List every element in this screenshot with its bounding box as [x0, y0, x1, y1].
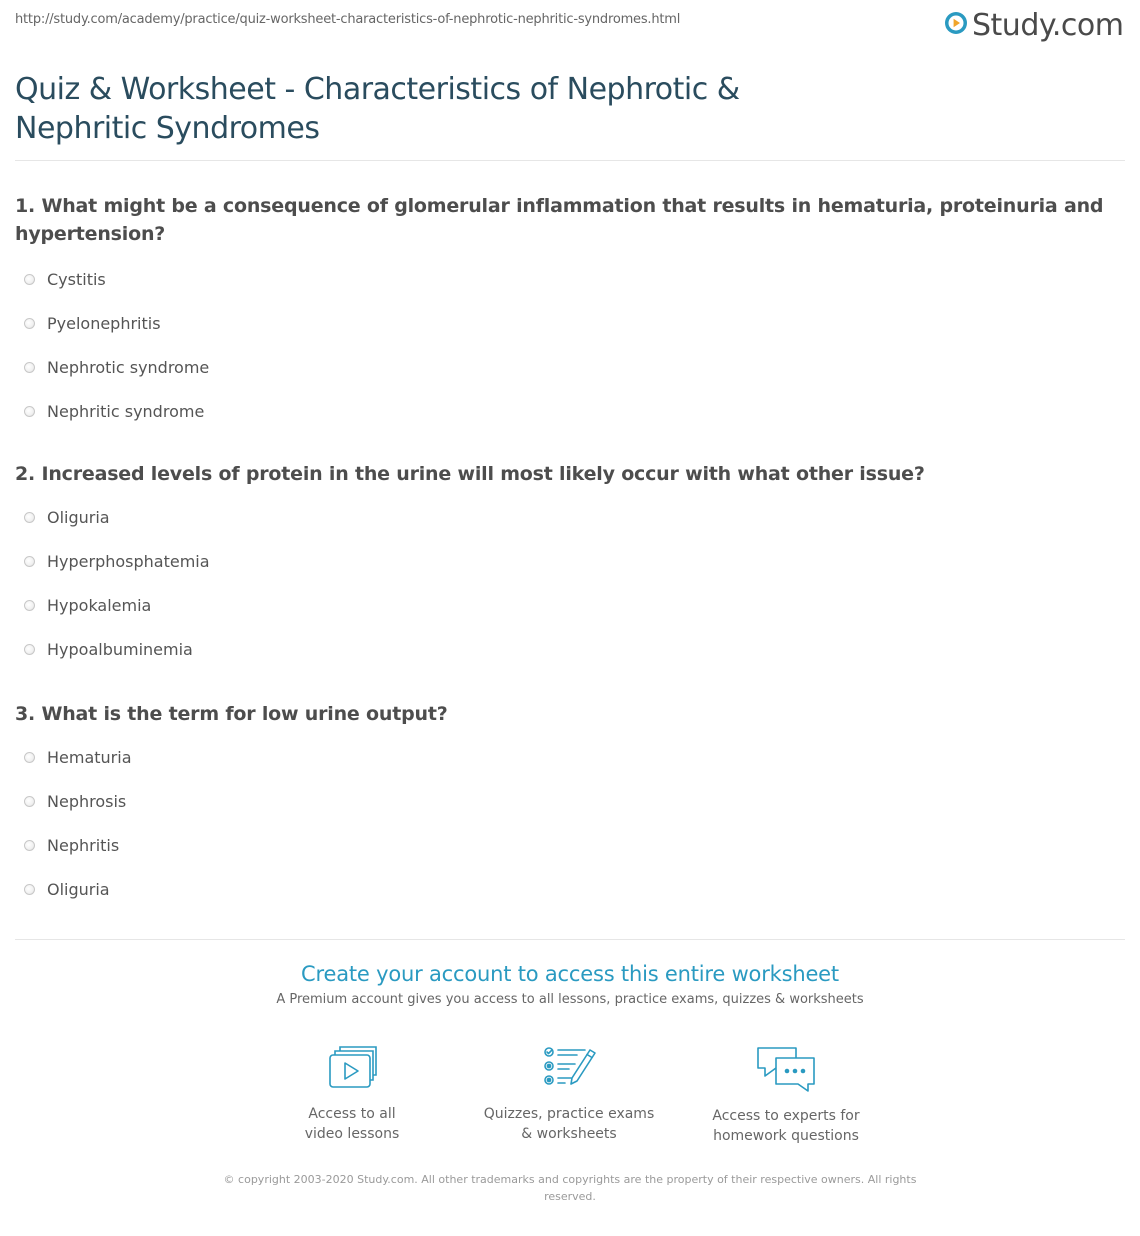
copyright-line2: reserved.	[544, 1190, 596, 1203]
answer-label: Hypoalbuminemia	[47, 639, 193, 659]
answer-label: Cystitis	[47, 269, 106, 289]
radio-button[interactable]	[24, 796, 35, 807]
answer-label: Pyelonephritis	[47, 313, 161, 333]
answer-option[interactable]	[15, 627, 1125, 671]
copyright-footer	[215, 1171, 925, 1205]
answer-label: Hypokalemia	[47, 595, 152, 615]
question-text: 3. What is the term for low urine output?	[15, 703, 448, 725]
answer-label: Nephrotic syndrome	[47, 357, 210, 377]
feature-quizzes	[469, 1044, 669, 1144]
feature-label	[469, 1104, 669, 1144]
radio-button[interactable]	[24, 644, 35, 655]
radio-button[interactable]	[24, 362, 35, 373]
feature-label-line1: Access to experts for	[712, 1108, 860, 1124]
title-divider	[15, 160, 1125, 161]
feature-label-line2: & worksheets	[521, 1126, 617, 1142]
answer-option[interactable]	[15, 735, 1125, 779]
question-text: 2. Increased levels of protein in the urine will most likely occur with what other issue?	[15, 463, 925, 485]
radio-button[interactable]	[24, 406, 35, 417]
radio-button[interactable]	[24, 840, 35, 851]
play-circle-icon	[944, 11, 968, 39]
feature-label-line1: Quizzes, practice exams	[483, 1106, 655, 1122]
question-3	[15, 700, 1125, 911]
radio-button[interactable]	[24, 556, 35, 567]
title-line-2: Nephritic Syndromes	[15, 111, 320, 146]
page-title	[15, 70, 795, 148]
logo-text: Study.com	[972, 7, 1124, 43]
questions-divider	[15, 939, 1125, 940]
create-account-link[interactable]: Create your account to access this entire worksheet	[301, 962, 839, 986]
answer-label: Nephritic syndrome	[47, 401, 205, 421]
answer-label: Oliguria	[47, 507, 110, 527]
video-lessons-icon	[252, 1044, 452, 1090]
feature-video-lessons	[252, 1044, 452, 1144]
chat-bubbles-icon	[686, 1044, 886, 1092]
feature-label-line1: Access to all	[308, 1106, 396, 1122]
answer-option[interactable]	[15, 823, 1125, 867]
feature-label-line2: video lessons	[304, 1126, 400, 1142]
answer-option[interactable]	[15, 345, 1125, 389]
page-url: http://study.com/academy/practice/quiz-worksheet-characteristics-of-nephrotic-nephritic-syndromes.html	[15, 12, 681, 27]
question-1	[15, 192, 1125, 433]
answer-option[interactable]	[15, 257, 1125, 301]
answer-label: Hyperphosphatemia	[47, 551, 210, 571]
radio-button[interactable]	[24, 274, 35, 285]
question-text: 1. What might be a consequence of glomerular inflammation that results in hematuria, proteinuria and hypertension?	[15, 195, 1104, 245]
quiz-checklist-icon	[469, 1044, 669, 1090]
answer-option[interactable]	[15, 539, 1125, 583]
answer-option[interactable]	[15, 583, 1125, 627]
study-logo[interactable]	[944, 6, 1123, 44]
answer-label: Nephrosis	[47, 791, 127, 811]
title-line-1: Quiz & Worksheet - Characteristics of Nephrotic &	[15, 72, 740, 107]
radio-button[interactable]	[24, 600, 35, 611]
feature-label	[686, 1106, 886, 1146]
answer-label: Oliguria	[47, 879, 110, 899]
radio-button[interactable]	[24, 752, 35, 763]
answer-label: Hematuria	[47, 747, 132, 767]
feature-experts	[686, 1044, 886, 1146]
feature-label-line2: homework questions	[713, 1128, 859, 1144]
signup-cta	[0, 962, 1140, 1007]
answer-option[interactable]	[15, 495, 1125, 539]
radio-button[interactable]	[24, 884, 35, 895]
answer-option[interactable]	[15, 301, 1125, 345]
copyright-line1: © copyright 2003-2020 Study.com. All other trademarks and copyrights are the property of their respective owners. All rights	[223, 1173, 917, 1186]
answer-option[interactable]	[15, 867, 1125, 911]
answer-label: Nephritis	[47, 835, 120, 855]
radio-button[interactable]	[24, 318, 35, 329]
answer-option[interactable]	[15, 389, 1125, 433]
radio-button[interactable]	[24, 512, 35, 523]
cta-subtitle: A Premium account gives you access to all lessons, practice exams, quizzes & worksheets	[276, 992, 864, 1007]
feature-label	[252, 1104, 452, 1144]
answer-option[interactable]	[15, 779, 1125, 823]
question-2	[15, 460, 1125, 671]
